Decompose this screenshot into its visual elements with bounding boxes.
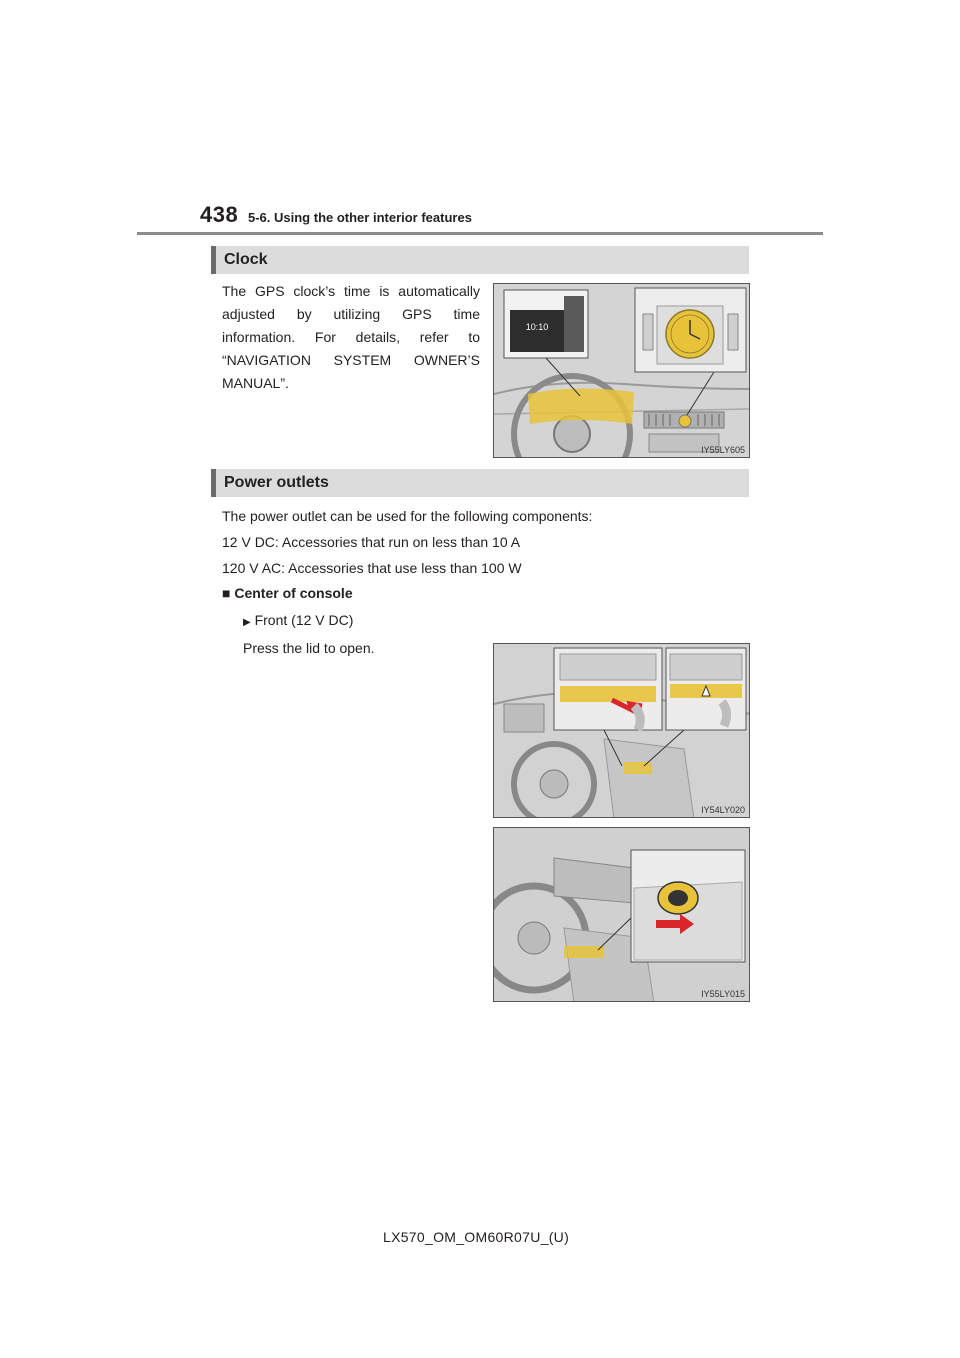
square-bullet-icon: ■ xyxy=(222,585,231,601)
clock-section-title: Clock xyxy=(224,251,268,268)
ac-spec-line: 120 V AC: Accessories that use less than 100 W xyxy=(222,560,522,576)
page-number: 438 xyxy=(200,202,239,227)
bullet-heading xyxy=(222,585,353,601)
clock-section-header xyxy=(211,246,749,274)
figure-code: IY55LY605 xyxy=(701,445,745,455)
document-code: LX570_OM_OM60R07U_(U) xyxy=(383,1229,570,1245)
sub-item xyxy=(243,612,353,628)
console-illustration xyxy=(494,644,750,818)
section-reference: 5-6. Using the other interior features xyxy=(248,210,472,225)
figure-code: IY55LY015 xyxy=(701,989,745,999)
header-divider xyxy=(137,232,823,235)
dc-spec-line: 12 V DC: Accessories that run on less than 10 A xyxy=(222,534,521,550)
instruction-text: Press the lid to open. xyxy=(243,640,375,656)
outlet-lid-illustration xyxy=(494,828,750,1002)
clock-figure xyxy=(493,283,750,458)
power-outlets-section-header xyxy=(211,469,749,497)
clock-description: The GPS clock’s time is automatically adjusted by utilizing GPS time information. For details, refer to “NAVIGATION SYSTEM OWNER’S MANUAL”. xyxy=(222,283,480,391)
triangle-bullet-icon: ▶ xyxy=(243,617,251,628)
sub-item-text: Front (12 V DC) xyxy=(254,612,354,628)
power-outlets-intro: The power outlet can be used for the following components: xyxy=(222,508,593,524)
figure-code: IY54LY020 xyxy=(701,805,745,815)
power-outlet-figure-1 xyxy=(493,643,750,818)
meter-clock-time: 10:10 xyxy=(525,322,549,332)
clock-illustration xyxy=(494,284,750,458)
power-outlet-figure-2 xyxy=(493,827,750,1002)
power-outlets-section-title: Power outlets xyxy=(224,474,329,491)
bullet-heading-text: Center of console xyxy=(234,585,353,601)
